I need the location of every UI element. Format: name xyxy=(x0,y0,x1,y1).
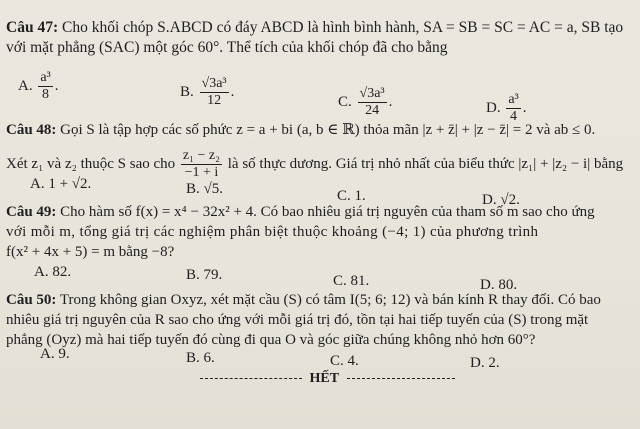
q48-option-d: D. √2. xyxy=(482,192,520,208)
option-fraction: $\frac{\text{a³}}{4}$ xyxy=(508,92,519,124)
q47-line-2 xyxy=(6,39,448,57)
q48-option-a: A. 1 + √2. xyxy=(30,176,92,192)
q49-line-1 xyxy=(6,203,595,221)
q49-option-b: B. 79. xyxy=(186,267,223,283)
option-fraction: $\frac{\text{√3a³}}{12}$ xyxy=(201,76,227,108)
q47-option-a: A. $\frac{\text{a³}}{8}$ . xyxy=(18,70,59,102)
option-letter: C. xyxy=(338,93,352,110)
option-letter: B. xyxy=(180,83,194,100)
q49-option-d: D. 80. xyxy=(480,277,518,293)
q50-option-b: B. 6. xyxy=(186,350,215,366)
q49-text-2: với mỗi m, tổng giá trị các nghiệm phân biệt thuộc khoảng (−4; 1) của phương trình xyxy=(6,224,539,240)
q47-option-c: C. $\frac{\text{√3a³}}{24}$ . xyxy=(338,86,393,118)
q48-line-2 xyxy=(6,148,623,181)
q50-text-2: nhiêu giá trị nguyên của R sao cho ứng với mỗi giá trị đó, tồn tại hai tiếp tuyến của (S) trong mặt xyxy=(6,312,589,328)
divider-right xyxy=(347,378,455,379)
q49-label: Câu 49: xyxy=(6,204,57,220)
q50-option-d: D. 2. xyxy=(470,355,500,371)
q50-line-2 xyxy=(6,311,588,329)
q49-line-3 xyxy=(6,243,174,261)
q49-text-1: Cho hàm số f(x) = x⁴ − 32x² + 4. Có bao nhiêu giá trị nguyên của tham số m sao cho ứng xyxy=(60,204,595,220)
option-letter: D. xyxy=(486,99,501,116)
q48-text-1: Gọi S là tập hợp các số phức z = a + bi (a, b ∈ ℝ) thỏa mãn |z + z̄| + |z − z̄| = 2 và ab ≤ 0. xyxy=(60,122,596,138)
q50-option-c: C. 4. xyxy=(330,353,359,369)
q50-option-a: A. 9. xyxy=(40,346,70,362)
option-fraction: $\frac{\text{√3a³}}{24}$ xyxy=(359,86,385,118)
q48-line-1 xyxy=(6,121,595,139)
q48-text-2a: Xét z₁ và z₂ thuộc S sao cho xyxy=(6,155,176,172)
q49-text-3: f(x² + 4x + 5) = m bằng −8? xyxy=(6,244,175,260)
q50-label: Câu 50: xyxy=(6,292,57,308)
q48-option-b: B. √5. xyxy=(186,181,223,197)
q47-option-b: B. $\frac{\text{√3a³}}{12}$ . xyxy=(180,76,235,108)
q49-option-c: C. 81. xyxy=(333,273,370,289)
q50-line-3 xyxy=(6,331,535,349)
q47-text-1: Cho khối chóp S.ABCD có đáy ABCD là hình bình hành, SA = SB = SC = AC = a, SB tạo xyxy=(61,19,624,36)
q47-line-1 xyxy=(6,19,623,37)
q48-label: Câu 48: xyxy=(6,122,57,138)
q49-line-2 xyxy=(6,223,538,241)
q48-text-2b: là số thực dương. Giá trị nhỏ nhất của biểu thức |z₁| + |z₂ − i| bằng xyxy=(227,155,624,172)
q50-text-3: phẳng (Oyz) mà hai tiếp tuyến đó cùng đi qua O và góc giữa chúng không nhỏ hơn 60°? xyxy=(6,332,536,348)
q49-option-a: A. 82. xyxy=(34,264,72,280)
q48-option-c: C. 1. xyxy=(337,188,366,204)
q50-line-1 xyxy=(6,291,601,309)
option-fraction: $\frac{\text{a³}}{8}$ xyxy=(40,70,51,102)
q48-fraction: $\frac{\text{z₁ − z₂}}{-1 + i}$ xyxy=(182,148,221,180)
q47-text-2: với mặt phẳng (SAC) một góc 60°. Thể tích của khối chóp đã cho bằng xyxy=(6,39,448,56)
q47-label: Câu 47: xyxy=(6,19,59,36)
end-label: HẾT xyxy=(309,371,340,386)
divider-left xyxy=(200,378,302,379)
end-marker xyxy=(196,370,459,388)
q50-text-1: Trong không gian Oxyz, xét mặt cầu (S) có tâm I(5; 6; 12) và bán kính R thay đổi. Có bao xyxy=(59,292,601,308)
q47-option-d: D. $\frac{\text{a³}}{4}$ . xyxy=(486,92,527,124)
option-letter: A. xyxy=(18,77,33,94)
